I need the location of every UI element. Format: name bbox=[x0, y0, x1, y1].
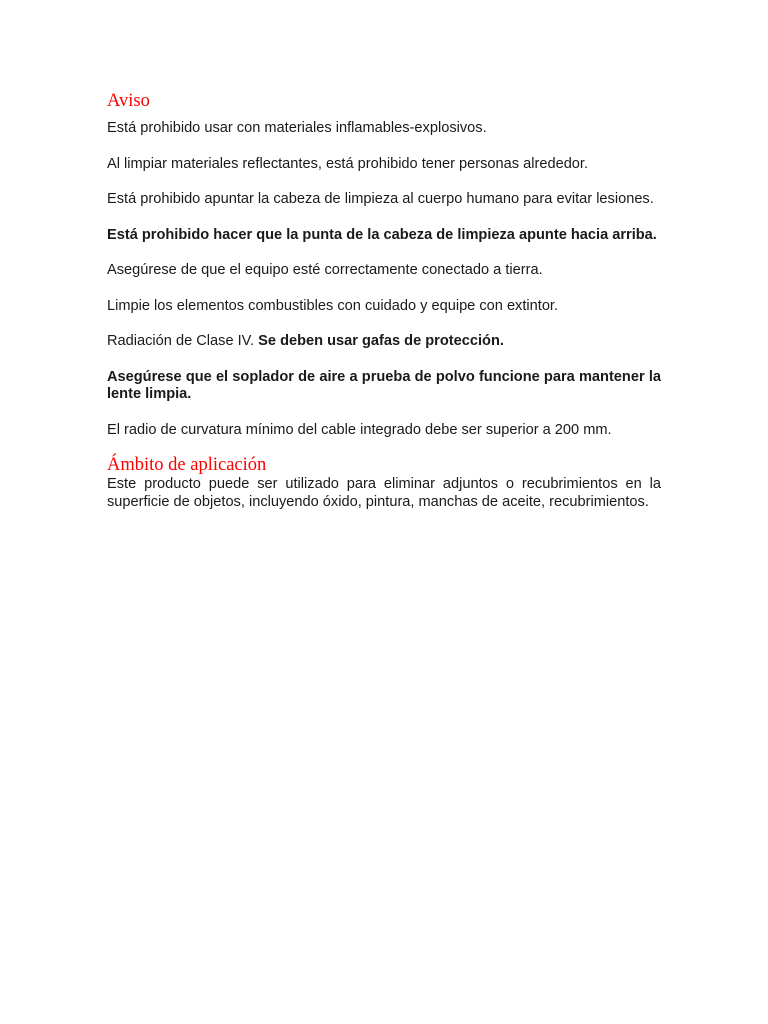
warning-item: Asegúrese de que el equipo esté correctamente conectado a tierra. bbox=[107, 262, 543, 278]
warning-item-bold: Está prohibido hacer que la punta de la cabeza de limpieza apunte hacia arriba. bbox=[107, 226, 657, 243]
radiation-goggles-text: Se deben usar gafas de protección. bbox=[258, 333, 504, 349]
warning-item-radiation bbox=[107, 333, 661, 351]
warning-item: El radio de curvatura mínimo del cable integrado debe ser superior a 200 mm. bbox=[107, 421, 612, 438]
section-title-ambito: Ámbito de aplicación bbox=[107, 455, 267, 475]
warning-item: Está prohibido apuntar la cabeza de limpieza al cuerpo humano para evitar lesiones. bbox=[107, 191, 654, 207]
document-page bbox=[107, 90, 661, 511]
radiation-class-text: Radiación de Clase IV. bbox=[107, 333, 259, 349]
warning-item: Limpie los elementos combustibles con cuidado y equipe con extintor. bbox=[107, 297, 559, 314]
warning-item: Al limpiar materiales reflectantes, está prohibido tener personas alrededor. bbox=[107, 155, 589, 172]
warning-item: Está prohibido usar con materiales inflamables-explosivos. bbox=[107, 120, 487, 136]
warning-item-bold: Asegúrese que el soplador de aire a prueba de polvo funcione para mantener la lente limpia. bbox=[107, 368, 661, 402]
scope-text: Este producto puede ser utilizado para eliminar adjuntos o recubrimientos en la superficie de objetos, incluyendo óxido, pintura, manchas de aceite, recubrimientos. bbox=[107, 476, 661, 510]
section-title-aviso: Aviso bbox=[107, 91, 150, 111]
